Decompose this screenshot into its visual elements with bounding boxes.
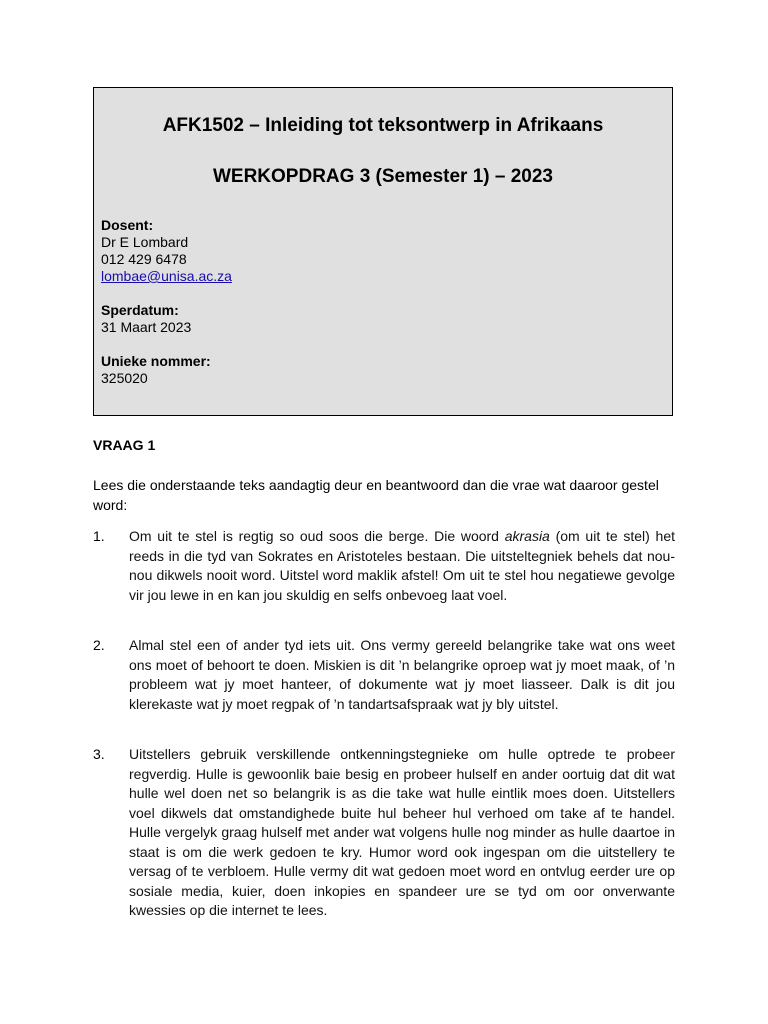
due-date: 31 Maart 2023	[101, 319, 192, 335]
lecturer-label: Dosent:	[101, 217, 154, 233]
list-item-text: Uitstellers gebruik verskillende ontkenningstegnieke om hulle optrede te probeer regverdig. Hulle is gewoonlik baie besig en probeer hulself en ander oortuig dat dit wat hulle wel doen net so belangrik is as die take wat hulle eintlik moes doen. Uitstellers voel dikwels dat omstandighede buite hul beheer hul verhoed om take af te handel. Hulle vergelyk graag hulself met ander wat volgens hulle nog minder as hulle daartoe in staat is om die werk gedoen te kry. Humor word ook ingespan om die uitstellery te versag of te verbloem. Hulle vermy dit wat gedoen moet word en ontvlug eerder ure op sosiale media, kuier, doen inkopies en spandeer ure se tyd om oor onverwante kwessies op die internet te lees.	[129, 746, 675, 918]
list-item	[93, 745, 675, 921]
lecturer-email-link[interactable]: lombae@unisa.ac.za	[101, 268, 232, 284]
due-date-label: Sperdatum:	[101, 302, 179, 318]
lecturer-name: Dr E Lombard	[101, 234, 189, 250]
question-intro: Lees die onderstaande teks aandagtig deur en beantwoord dan die vrae wat daaroor gestel word:	[93, 477, 659, 513]
lecturer-phone: 012 429 6478	[101, 251, 187, 267]
cover-box	[93, 87, 673, 416]
document-title: AFK1502 – Inleiding tot teksontwerp in Afrikaans	[162, 115, 604, 136]
list-item-number: 1.	[93, 528, 105, 544]
unique-number: 325020	[101, 370, 148, 386]
list-item	[93, 636, 675, 714]
list-item-number: 2.	[93, 637, 105, 653]
cover-info	[101, 217, 232, 387]
list-item-text: Om uit te stel is regtig so oud soos die berge. Die woord akrasia (om uit te stel) het reeds in die tyd van Sokrates en Aristoteles bestaan. Die uitsteltegniek behels dat nou-nou dikwels nooit word. Uitstel word maklik afstel! Om uit te stel hou negatiewe gevolge vir jou lewe in en kan jou skuldig en selfs onbevoeg laat voel.	[129, 528, 675, 603]
question-heading: VRAAG 1	[93, 437, 156, 453]
unique-number-label: Unieke nommer:	[101, 353, 211, 369]
list-item-text: Almal stel een of ander tyd iets uit. Ons vermy gereeld belangrike take wat ons weet ons moet of behoort te doen. Miskien is dit ’n belangrike oproep wat jy moet maak, of ’n probleem wat jy moet hanteer, of dokumente wat jy moet liasseer. Dalk is dit jou klerekaste wat jy moet regpak of ’n tandartsafspraak wat jy bly uitstel.	[129, 637, 675, 712]
assignment-title: WERKOPDRAG 3 (Semester 1) – 2023	[212, 166, 553, 187]
list-item-number: 3.	[93, 746, 105, 762]
list-item	[93, 527, 675, 605]
